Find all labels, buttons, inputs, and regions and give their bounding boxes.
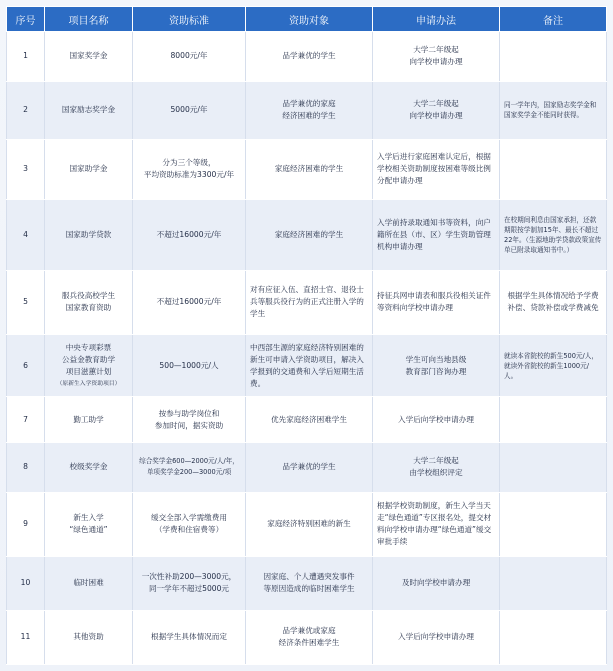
- cell-project-name: [45, 557, 133, 611]
- standard-text: 不超过16000元/年: [156, 297, 222, 307]
- cell-remarks: [500, 610, 607, 664]
- method-text: 入学后向学校申请办理: [398, 632, 474, 642]
- cell-remarks: [500, 32, 607, 82]
- target-text: 优先家庭经济困难学生: [271, 414, 347, 424]
- standard-text: （学费和住宿费等）: [154, 525, 224, 535]
- cell-project-name: [45, 492, 133, 556]
- standard-text: 同一学年不超过5000元: [148, 584, 230, 594]
- cell-target: [246, 139, 373, 199]
- cell-remarks: [500, 492, 607, 556]
- name-text: 国家助学金: [69, 164, 108, 174]
- name-text: 其他资助: [73, 632, 104, 642]
- name-text: 校级奖学金: [69, 462, 108, 472]
- standard-text: 根据学生具体情况而定: [151, 632, 227, 642]
- table-row: [7, 334, 607, 396]
- cell-method: [373, 334, 500, 396]
- cell-standard: [133, 81, 246, 139]
- standard-text: 综合奖学金600—2000元/人/年，: [139, 457, 239, 466]
- header-target: 资助对象: [246, 7, 373, 32]
- cell-remarks: [500, 397, 607, 443]
- method-text: 向学校申请办理: [409, 111, 463, 121]
- standard-text: 8000元/年: [170, 51, 208, 61]
- cell-target: [246, 270, 373, 334]
- cell-standard: [133, 397, 246, 443]
- cell-index: 4: [7, 200, 45, 271]
- cell-index: 6: [7, 334, 45, 396]
- cell-remarks: [500, 334, 607, 396]
- cell-project-name: [45, 139, 133, 199]
- cell-project-name: [45, 270, 133, 334]
- cell-index: 5: [7, 270, 45, 334]
- method-text: 入学后进行家庭困难认定后，根据学校相关资助制度按困难等级比例分配申请办理: [377, 152, 491, 186]
- target-text: 品学兼优或家庭: [282, 626, 336, 636]
- cell-method: [373, 442, 500, 492]
- name-text: 公益金教育助学: [61, 354, 116, 364]
- table-row: [7, 442, 607, 492]
- cell-project-name: [45, 610, 133, 664]
- cell-project-name: [45, 32, 133, 82]
- cell-remarks: [500, 200, 607, 271]
- cell-standard: [133, 557, 246, 611]
- method-text: 持征兵网申请表和服兵役相关证件等资料向学校申请办理: [377, 291, 491, 313]
- cell-remarks: [500, 81, 607, 139]
- cell-index: 8: [7, 442, 45, 492]
- target-text: 中西部生源的家庭经济特别困难的新生可申请入学资助项目，解决入学报到的交通费和入学后短期生活费。: [250, 342, 364, 388]
- cell-remarks: [500, 442, 607, 492]
- method-text: 及时向学校申请办理: [401, 578, 471, 588]
- cell-standard: [133, 610, 246, 664]
- header-method: 申请办法: [373, 7, 500, 32]
- standard-text: 参加时间，据实资助: [154, 420, 224, 430]
- method-text: 学生可向当地县级: [405, 354, 467, 364]
- table-body: [7, 32, 607, 665]
- name-text: 国家奖学金: [69, 51, 108, 61]
- cell-target: [246, 492, 373, 556]
- name-text: 国家助学贷款: [65, 229, 112, 239]
- cell-method: [373, 557, 500, 611]
- target-text: 经济困难的学生: [282, 111, 336, 121]
- note-text: 就读本省院校的新生500元/人，就读外省院校的新生1000元/人。: [504, 351, 598, 380]
- cell-standard: [133, 270, 246, 334]
- cell-standard: [133, 442, 246, 492]
- header-index: 序号: [7, 7, 45, 32]
- target-text: 家庭经济特别困难的新生: [267, 519, 351, 529]
- standard-text: 一次性补助200—3000元，: [141, 572, 237, 582]
- cell-remarks: [500, 557, 607, 611]
- target-text: 对有应征入伍、直招士官、退役士兵等服兵役行为的正式注册入学的学生: [250, 285, 364, 319]
- table-row: [7, 610, 607, 664]
- table-row: [7, 81, 607, 139]
- cell-standard: [133, 139, 246, 199]
- cell-project-name: [45, 334, 133, 396]
- table-row: [7, 200, 607, 271]
- cell-target: [246, 200, 373, 271]
- table-row: [7, 139, 607, 199]
- cell-index: 11: [7, 610, 45, 664]
- method-text: 大学二年级起: [413, 99, 459, 109]
- standard-text: 平均资助标准为3300元/年: [143, 170, 235, 180]
- name-text: 国家励志奖学金: [61, 105, 116, 115]
- cell-remarks: [500, 270, 607, 334]
- cell-index: 7: [7, 397, 45, 443]
- target-text: 品学兼优的家庭: [282, 99, 336, 109]
- cell-index: 2: [7, 81, 45, 139]
- cell-index: 9: [7, 492, 45, 556]
- cell-standard: [133, 334, 246, 396]
- name-text: 勤工助学: [73, 414, 104, 424]
- cell-target: [246, 32, 373, 82]
- note-text: 同一学年内，国家励志奖学金和国家奖学金不能同时获得。: [504, 101, 597, 120]
- method-text: 入学前持录取通知书等资料，向户籍所在县（市、区）学生资助管理机构申请办理: [377, 217, 491, 251]
- note-text: 根据学生具体情况给予学费补偿、贷款补偿或学费减免: [507, 291, 599, 313]
- table-row: [7, 557, 607, 611]
- table-row: [7, 270, 607, 334]
- method-text: 教育部门咨询办理: [405, 366, 467, 376]
- name-text: 临时困难: [73, 578, 104, 588]
- standard-text: 分为三个等级，: [162, 158, 216, 168]
- cell-target: [246, 334, 373, 396]
- method-text: 根据学校资助制度，新生入学当天走“绿色通道”专区报名处，提交材料向学校申请办理“绿色通道”缓交审批手续: [377, 501, 492, 547]
- cell-project-name: [45, 397, 133, 443]
- cell-project-name: [45, 442, 133, 492]
- financial-aid-table: [6, 6, 607, 665]
- target-text: 品学兼优的学生: [282, 51, 336, 61]
- method-text: 大学二年级起: [413, 456, 459, 466]
- cell-remarks: [500, 139, 607, 199]
- header-project-name: 项目名称: [45, 7, 133, 32]
- name-note-text: （原新生入学资助项目）: [56, 380, 121, 387]
- name-text: 新生入学: [73, 513, 104, 523]
- cell-method: [373, 200, 500, 271]
- cell-target: [246, 442, 373, 492]
- target-text: 家庭经济困难的学生: [274, 164, 344, 174]
- standard-text: 缓交全部入学需缴费用: [151, 513, 227, 523]
- cell-method: [373, 270, 500, 334]
- table-row: [7, 397, 607, 443]
- header-standard: 资助标准: [133, 7, 246, 32]
- note-text: 在校期间利息由国家承担，还款期限按学制加15年、最长不超过22年。（生源地助学贷款政策宣传单已附录取通知书中。）: [504, 215, 602, 254]
- target-text: 经济条件困难学生: [278, 638, 340, 648]
- cell-index: 3: [7, 139, 45, 199]
- name-text: 服兵役高校学生: [61, 291, 116, 301]
- table-header: [7, 7, 607, 32]
- cell-project-name: [45, 200, 133, 271]
- cell-standard: [133, 492, 246, 556]
- cell-target: [246, 610, 373, 664]
- method-text: 入学后向学校申请办理: [398, 414, 474, 424]
- method-text: 大学二年级起: [413, 45, 459, 55]
- cell-index: 10: [7, 557, 45, 611]
- method-text: 由学校组织评定: [409, 468, 463, 478]
- standard-text: 500—1000元/人: [159, 360, 219, 370]
- header-remarks: 备注: [500, 7, 607, 32]
- method-text: 向学校申请办理: [409, 57, 463, 67]
- target-text: 家庭经济困难的学生: [274, 229, 344, 239]
- cell-target: [246, 81, 373, 139]
- cell-standard: [133, 32, 246, 82]
- cell-method: [373, 492, 500, 556]
- cell-method: [373, 32, 500, 82]
- cell-method: [373, 610, 500, 664]
- target-text: 因家庭、个人遭遇突发事件: [263, 572, 355, 582]
- cell-method: [373, 139, 500, 199]
- standard-text: 单项奖学金200—3000元/项: [146, 468, 232, 477]
- cell-method: [373, 397, 500, 443]
- name-text: “绿色通道”: [69, 525, 108, 535]
- standard-text: 不超过16000元/年: [156, 229, 222, 239]
- cell-standard: [133, 200, 246, 271]
- standard-text: 按参与助学岗位和: [158, 408, 220, 418]
- cell-method: [373, 81, 500, 139]
- cell-project-name: [45, 81, 133, 139]
- target-text: 等原因造成的临时困难学生: [263, 584, 355, 594]
- cell-index: 1: [7, 32, 45, 82]
- target-text: 品学兼优的学生: [282, 462, 336, 472]
- cell-target: [246, 557, 373, 611]
- cell-target: [246, 397, 373, 443]
- name-text: 国家教育资助: [65, 303, 112, 313]
- name-text: 中央专项彩票: [65, 342, 112, 352]
- table-row: [7, 32, 607, 82]
- standard-text: 5000元/年: [170, 105, 208, 115]
- name-text: 项目滋蕙计划: [65, 366, 112, 376]
- table-row: [7, 492, 607, 556]
